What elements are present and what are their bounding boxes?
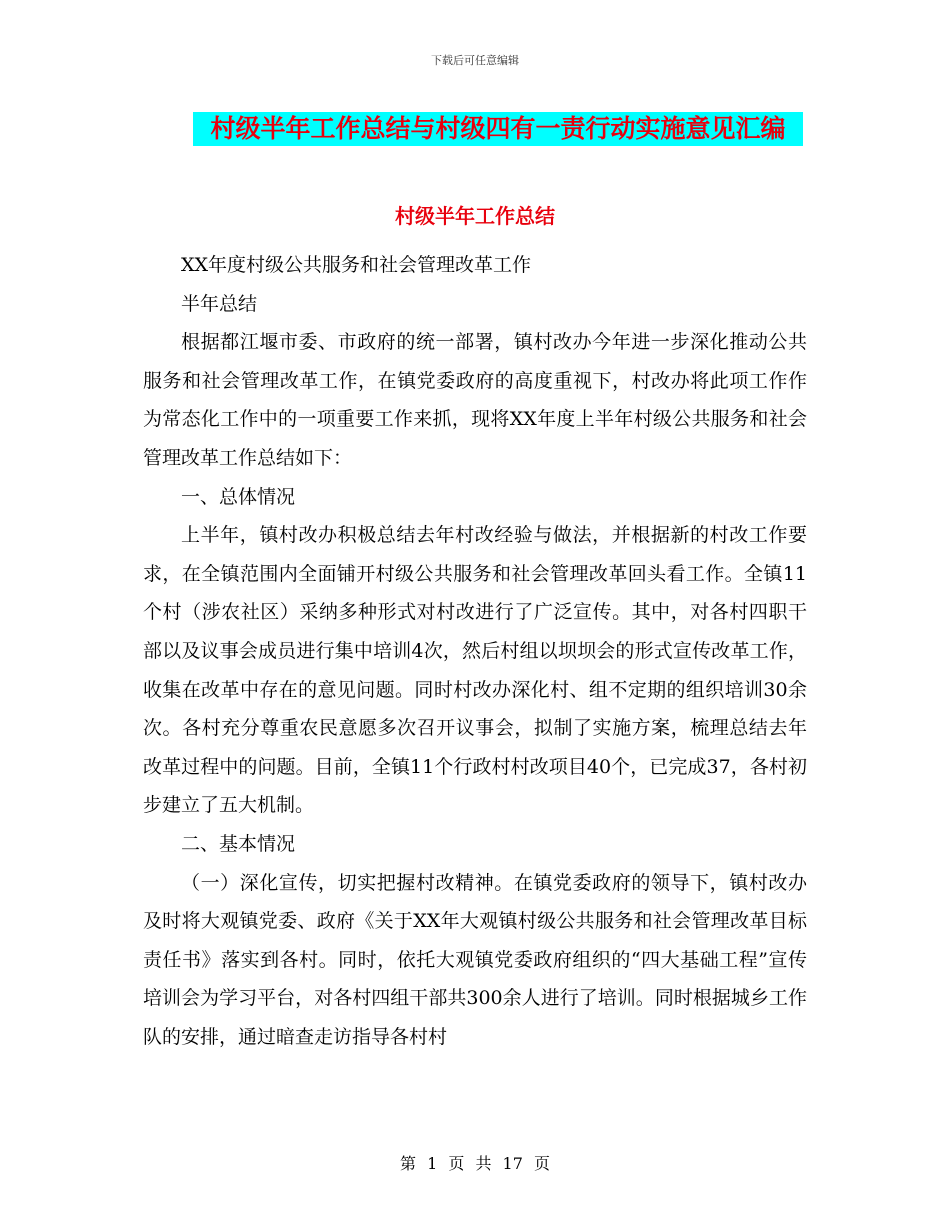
section-title: 村级半年工作总结 [395,204,555,228]
page-footer: 第 1 页 共 17 页 [400,1154,550,1173]
paragraph-intro: 根据都江堰市委、市政府的统一部署，镇村改办今年进一步深化推动公共服务和社会管理改革工作，在镇党委政府的高度重视下，村改办将此项工作作为常态化工作中的一项重要工作来抓，现将XX年度上半年村级公共服务和社会管理改革工作总结如下： [143,331,807,469]
document-body [143,246,807,1056]
document-main-title: 村级半年工作总结与村级四有一责行动实施意见汇编 [193,112,803,146]
header-note: 下载后可任意编辑 [431,54,519,67]
heading-overall-situation: 一、总体情况 [181,485,296,508]
heading-basic-situation: 二、基本情况 [181,832,296,855]
paragraph-overall-situation: 上半年，镇村改办积极总结去年村改经验与做法，并根据新的村改工作要求，在全镇范围内全面铺开村级公共服务和社会管理改革回头看工作。全镇11个村（涉农社区）采纳多种形式对村改进行了广泛宣传。其中，对各村四职干部以及议事会成员进行集中培训4次，然后村组以坝坝会的形式宣传改革工作，收集在改革中存在的意见问题。同时村改办深化村、组不定期的组织培训30余次。各村充分尊重农民意愿多次召开议事会，拟制了实施方案，梳理总结去年改革过程中的问题。目前，全镇11个行政村村改项目40个，已完成37，各村初步建立了五大机制。 [143,524,807,817]
paragraph-report-subtitle: 半年总结 [181,292,258,315]
paragraph-publicity: （一）深化宣传，切实把握村改精神。在镇党委政府的领导下，镇村改办及时将大观镇党委、政府《关于XX年大观镇村级公共服务和社会管理改革目标责任书》落实到各村。同时，依托大观镇党委政府组织的“四大基础工程”宣传培训会为学习平台，对各村四组干部共300余人进行了培训。同时根据城乡工作队的安排，通过暗查走访指导各村村 [143,871,807,1048]
paragraph-report-year-title: XX年度村级公共服务和社会管理改革工作 [181,254,532,276]
